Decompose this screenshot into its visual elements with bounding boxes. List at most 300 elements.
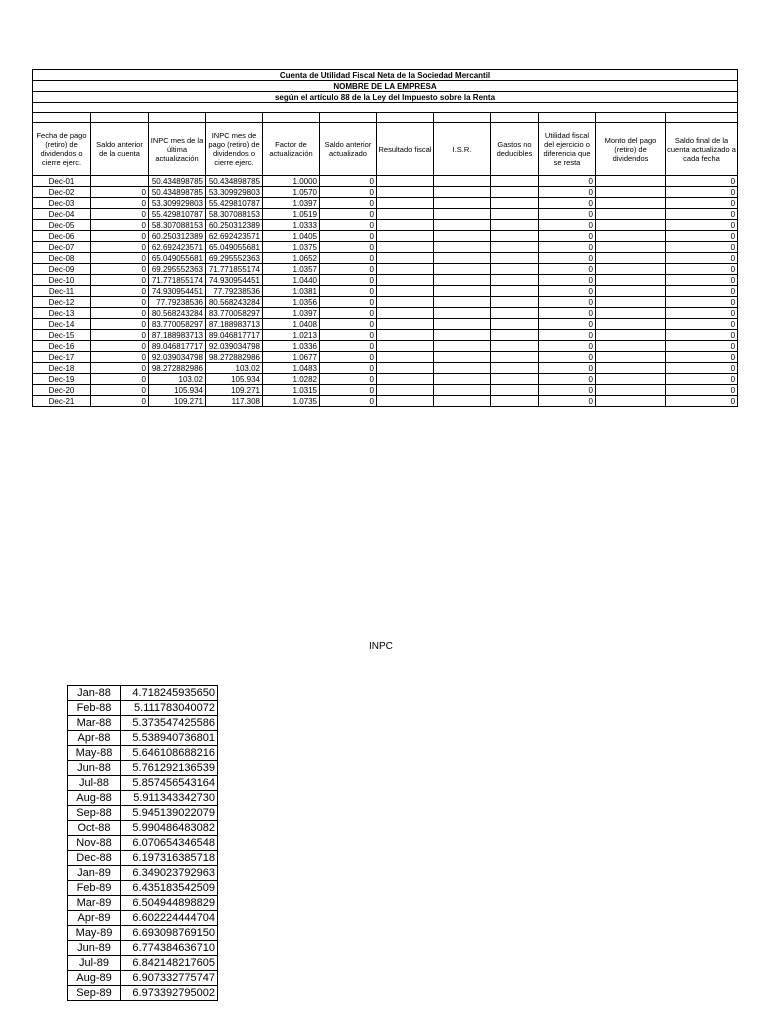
resultado-fiscal-cell bbox=[377, 209, 434, 220]
saldo-actualizado-cell: 0 bbox=[320, 374, 377, 385]
factor-cell: 1.0405 bbox=[263, 231, 320, 242]
inpc-month: Dec-88 bbox=[68, 851, 121, 866]
inpc-row bbox=[68, 716, 218, 731]
isr-cell bbox=[434, 297, 491, 308]
saldo-final-cell: 0 bbox=[666, 396, 738, 407]
table-row bbox=[33, 297, 738, 308]
saldo-anterior-cell: 0 bbox=[91, 396, 149, 407]
resultado-fiscal-cell bbox=[377, 352, 434, 363]
saldo-final-cell: 0 bbox=[666, 352, 738, 363]
date-cell: Dec-01 bbox=[33, 176, 91, 187]
gastos-cell bbox=[491, 330, 539, 341]
blank-cell bbox=[33, 113, 91, 123]
saldo-final-cell: 0 bbox=[666, 275, 738, 286]
date-cell: Dec-04 bbox=[33, 209, 91, 220]
saldo-final-cell: 0 bbox=[666, 286, 738, 297]
inpc-value: 5.373547425586 bbox=[121, 716, 218, 731]
date-cell: Dec-09 bbox=[33, 264, 91, 275]
table-row bbox=[33, 396, 738, 407]
gastos-cell bbox=[491, 187, 539, 198]
date-cell: Dec-02 bbox=[33, 187, 91, 198]
table-row bbox=[33, 176, 738, 187]
saldo-final-cell: 0 bbox=[666, 198, 738, 209]
inpc-row bbox=[68, 881, 218, 896]
inpc-month: Jan-89 bbox=[68, 866, 121, 881]
isr-cell bbox=[434, 374, 491, 385]
inpc-row bbox=[68, 731, 218, 746]
inpc-pago-cell: 50.434898785 bbox=[206, 176, 263, 187]
isr-cell bbox=[434, 308, 491, 319]
date-cell: Dec-17 bbox=[33, 352, 91, 363]
factor-cell: 1.0408 bbox=[263, 319, 320, 330]
isr-cell bbox=[434, 341, 491, 352]
column-headers bbox=[33, 123, 738, 176]
factor-cell: 1.0483 bbox=[263, 363, 320, 374]
inpc-month: Jul-88 bbox=[68, 776, 121, 791]
inpc-row bbox=[68, 806, 218, 821]
table-row bbox=[33, 363, 738, 374]
saldo-final-cell: 0 bbox=[666, 374, 738, 385]
table-row bbox=[33, 286, 738, 297]
factor-cell: 1.0333 bbox=[263, 220, 320, 231]
inpc-row bbox=[68, 761, 218, 776]
inpc-row bbox=[68, 941, 218, 956]
date-cell: Dec-11 bbox=[33, 286, 91, 297]
gastos-cell bbox=[491, 374, 539, 385]
inpc-row bbox=[68, 776, 218, 791]
factor-cell: 1.0315 bbox=[263, 385, 320, 396]
inpc-row bbox=[68, 686, 218, 701]
monto-pago-cell bbox=[596, 352, 666, 363]
saldo-anterior-cell: 0 bbox=[91, 352, 149, 363]
inpc-month: Apr-88 bbox=[68, 731, 121, 746]
inpc-ultima-cell: 71.771855174 bbox=[149, 275, 206, 286]
date-cell: Dec-20 bbox=[33, 385, 91, 396]
saldo-anterior-cell: 0 bbox=[91, 308, 149, 319]
inpc-month: Sep-89 bbox=[68, 986, 121, 1001]
saldo-final-cell: 0 bbox=[666, 220, 738, 231]
resultado-fiscal-cell bbox=[377, 297, 434, 308]
saldo-final-cell: 0 bbox=[666, 308, 738, 319]
inpc-row bbox=[68, 956, 218, 971]
monto-pago-cell bbox=[596, 231, 666, 242]
inpc-row bbox=[68, 926, 218, 941]
inpc-ultima-cell: 69.295552363 bbox=[149, 264, 206, 275]
utilidad-cell: 0 bbox=[539, 187, 596, 198]
resultado-fiscal-cell bbox=[377, 330, 434, 341]
isr-cell bbox=[434, 286, 491, 297]
gastos-cell bbox=[491, 308, 539, 319]
inpc-ultima-cell: 58.307088153 bbox=[149, 220, 206, 231]
table-row bbox=[33, 275, 738, 286]
inpc-row bbox=[68, 986, 218, 1001]
inpc-ultima-cell: 50.434898785 bbox=[149, 176, 206, 187]
inpc-ultima-cell: 83.770058297 bbox=[149, 319, 206, 330]
isr-cell bbox=[434, 253, 491, 264]
date-cell: Dec-12 bbox=[33, 297, 91, 308]
table-row bbox=[33, 330, 738, 341]
date-cell: Dec-14 bbox=[33, 319, 91, 330]
resultado-fiscal-cell bbox=[377, 198, 434, 209]
factor-cell: 1.0381 bbox=[263, 286, 320, 297]
utilidad-cell: 0 bbox=[539, 308, 596, 319]
utilidad-cell: 0 bbox=[539, 297, 596, 308]
inpc-pago-cell: 109.271 bbox=[206, 385, 263, 396]
isr-cell bbox=[434, 264, 491, 275]
gastos-cell bbox=[491, 319, 539, 330]
saldo-final-cell: 0 bbox=[666, 385, 738, 396]
utilidad-cell: 0 bbox=[539, 374, 596, 385]
saldo-final-cell: 0 bbox=[666, 297, 738, 308]
inpc-row bbox=[68, 896, 218, 911]
saldo-final-cell: 0 bbox=[666, 319, 738, 330]
monto-pago-cell bbox=[596, 363, 666, 374]
resultado-fiscal-cell bbox=[377, 220, 434, 231]
isr-cell bbox=[434, 242, 491, 253]
saldo-actualizado-cell: 0 bbox=[320, 297, 377, 308]
inpc-value: 6.973392795002 bbox=[121, 986, 218, 1001]
column-header: Monto del pago (retiro) de dividendos bbox=[596, 123, 666, 176]
utilidad-cell: 0 bbox=[539, 396, 596, 407]
monto-pago-cell bbox=[596, 242, 666, 253]
saldo-actualizado-cell: 0 bbox=[320, 385, 377, 396]
monto-pago-cell bbox=[596, 220, 666, 231]
column-header: INPC mes de pago (retiro) de dividendos o cierre ejerc. bbox=[206, 123, 263, 176]
inpc-value: 5.538940736801 bbox=[121, 731, 218, 746]
inpc-value: 6.693098769150 bbox=[121, 926, 218, 941]
blank-cell bbox=[666, 113, 738, 123]
date-cell: Dec-03 bbox=[33, 198, 91, 209]
inpc-value: 6.349023792963 bbox=[121, 866, 218, 881]
saldo-actualizado-cell: 0 bbox=[320, 352, 377, 363]
factor-cell: 1.0677 bbox=[263, 352, 320, 363]
inpc-value: 6.197316385718 bbox=[121, 851, 218, 866]
saldo-anterior-cell: 0 bbox=[91, 341, 149, 352]
gastos-cell bbox=[491, 231, 539, 242]
saldo-actualizado-cell: 0 bbox=[320, 187, 377, 198]
resultado-fiscal-cell bbox=[377, 264, 434, 275]
date-cell: Dec-21 bbox=[33, 396, 91, 407]
monto-pago-cell bbox=[596, 341, 666, 352]
inpc-ultima-cell: 109.271 bbox=[149, 396, 206, 407]
saldo-anterior-cell: 0 bbox=[91, 363, 149, 374]
inpc-pago-cell: 55.429810787 bbox=[206, 198, 263, 209]
saldo-actualizado-cell: 0 bbox=[320, 363, 377, 374]
gastos-cell bbox=[491, 396, 539, 407]
isr-cell bbox=[434, 396, 491, 407]
saldo-anterior-cell: 0 bbox=[91, 330, 149, 341]
utilidad-cell: 0 bbox=[539, 176, 596, 187]
inpc-ultima-cell: 50.434898785 bbox=[149, 187, 206, 198]
saldo-final-cell: 0 bbox=[666, 253, 738, 264]
table-row bbox=[33, 264, 738, 275]
blank-cell bbox=[263, 113, 320, 123]
inpc-value: 6.842148217605 bbox=[121, 956, 218, 971]
table-row bbox=[33, 253, 738, 264]
date-cell: Dec-18 bbox=[33, 363, 91, 374]
factor-cell: 1.0213 bbox=[263, 330, 320, 341]
inpc-value: 5.111783040072 bbox=[121, 701, 218, 716]
gastos-cell bbox=[491, 286, 539, 297]
resultado-fiscal-cell bbox=[377, 176, 434, 187]
resultado-fiscal-cell bbox=[377, 363, 434, 374]
saldo-actualizado-cell: 0 bbox=[320, 242, 377, 253]
saldo-actualizado-cell: 0 bbox=[320, 330, 377, 341]
saldo-actualizado-cell: 0 bbox=[320, 396, 377, 407]
monto-pago-cell bbox=[596, 264, 666, 275]
saldo-actualizado-cell: 0 bbox=[320, 253, 377, 264]
isr-cell bbox=[434, 220, 491, 231]
inpc-value: 5.990486483082 bbox=[121, 821, 218, 836]
inpc-ultima-cell: 55.429810787 bbox=[149, 209, 206, 220]
inpc-pago-cell: 53.309929803 bbox=[206, 187, 263, 198]
inpc-ultima-cell: 89.046817717 bbox=[149, 341, 206, 352]
resultado-fiscal-cell bbox=[377, 319, 434, 330]
inpc-pago-cell: 98.272882986 bbox=[206, 352, 263, 363]
inpc-month: Sep-88 bbox=[68, 806, 121, 821]
inpc-month: Jun-88 bbox=[68, 761, 121, 776]
saldo-actualizado-cell: 0 bbox=[320, 264, 377, 275]
monto-pago-cell bbox=[596, 286, 666, 297]
inpc-ultima-cell: 105.934 bbox=[149, 385, 206, 396]
gastos-cell bbox=[491, 297, 539, 308]
blank-row-split bbox=[33, 113, 738, 123]
table-row bbox=[33, 308, 738, 319]
saldo-final-cell: 0 bbox=[666, 176, 738, 187]
inpc-value: 6.774384636710 bbox=[121, 941, 218, 956]
inpc-row bbox=[68, 911, 218, 926]
inpc-ultima-cell: 77.79238536 bbox=[149, 297, 206, 308]
factor-cell: 1.0356 bbox=[263, 297, 320, 308]
blank-cell bbox=[491, 113, 539, 123]
table-row bbox=[33, 198, 738, 209]
saldo-actualizado-cell: 0 bbox=[320, 209, 377, 220]
table-row bbox=[33, 319, 738, 330]
inpc-value: 6.907332775747 bbox=[121, 971, 218, 986]
saldo-final-cell: 0 bbox=[666, 330, 738, 341]
inpc-ultima-cell: 80.568243284 bbox=[149, 308, 206, 319]
gastos-cell bbox=[491, 363, 539, 374]
inpc-ultima-cell: 65.049055681 bbox=[149, 253, 206, 264]
utilidad-cell: 0 bbox=[539, 341, 596, 352]
date-cell: Dec-16 bbox=[33, 341, 91, 352]
isr-cell bbox=[434, 330, 491, 341]
saldo-actualizado-cell: 0 bbox=[320, 220, 377, 231]
blank-row bbox=[33, 103, 738, 113]
isr-cell bbox=[434, 275, 491, 286]
resultado-fiscal-cell bbox=[377, 231, 434, 242]
inpc-month: Feb-89 bbox=[68, 881, 121, 896]
inpc-month: Oct-88 bbox=[68, 821, 121, 836]
report-subtitle: según el artículo 88 de la Ley del Impuesto sobre la Renta bbox=[33, 92, 738, 103]
resultado-fiscal-cell bbox=[377, 242, 434, 253]
inpc-month: Aug-88 bbox=[68, 791, 121, 806]
date-cell: Dec-07 bbox=[33, 242, 91, 253]
date-cell: Dec-19 bbox=[33, 374, 91, 385]
inpc-pago-cell: 69.295552363 bbox=[206, 253, 263, 264]
isr-cell bbox=[434, 209, 491, 220]
saldo-final-cell: 0 bbox=[666, 209, 738, 220]
factor-cell: 1.0652 bbox=[263, 253, 320, 264]
inpc-value: 5.761292136539 bbox=[121, 761, 218, 776]
saldo-final-cell: 0 bbox=[666, 242, 738, 253]
isr-cell bbox=[434, 176, 491, 187]
blank-cell bbox=[434, 113, 491, 123]
monto-pago-cell bbox=[596, 319, 666, 330]
factor-cell: 1.0000 bbox=[263, 176, 320, 187]
factor-cell: 1.0570 bbox=[263, 187, 320, 198]
resultado-fiscal-cell bbox=[377, 275, 434, 286]
date-cell: Dec-08 bbox=[33, 253, 91, 264]
monto-pago-cell bbox=[596, 385, 666, 396]
saldo-anterior-cell: 0 bbox=[91, 187, 149, 198]
column-header: Resultado fiscal bbox=[377, 123, 434, 176]
isr-cell bbox=[434, 198, 491, 209]
resultado-fiscal-cell bbox=[377, 286, 434, 297]
inpc-ultima-cell: 60.250312389 bbox=[149, 231, 206, 242]
saldo-actualizado-cell: 0 bbox=[320, 176, 377, 187]
factor-cell: 1.0282 bbox=[263, 374, 320, 385]
isr-cell bbox=[434, 363, 491, 374]
inpc-month: Nov-88 bbox=[68, 836, 121, 851]
inpc-ultima-cell: 74.930954451 bbox=[149, 286, 206, 297]
utilidad-cell: 0 bbox=[539, 209, 596, 220]
resultado-fiscal-cell bbox=[377, 374, 434, 385]
table-row bbox=[33, 209, 738, 220]
saldo-actualizado-cell: 0 bbox=[320, 286, 377, 297]
saldo-anterior-cell: 0 bbox=[91, 231, 149, 242]
gastos-cell bbox=[491, 253, 539, 264]
resultado-fiscal-cell bbox=[377, 253, 434, 264]
saldo-final-cell: 0 bbox=[666, 187, 738, 198]
factor-cell: 1.0336 bbox=[263, 341, 320, 352]
inpc-pago-cell: 71.771855174 bbox=[206, 264, 263, 275]
resultado-fiscal-cell bbox=[377, 341, 434, 352]
table-row bbox=[33, 341, 738, 352]
inpc-row bbox=[68, 746, 218, 761]
date-cell: Dec-13 bbox=[33, 308, 91, 319]
isr-cell bbox=[434, 187, 491, 198]
factor-cell: 1.0735 bbox=[263, 396, 320, 407]
saldo-anterior-cell: 0 bbox=[91, 242, 149, 253]
isr-cell bbox=[434, 352, 491, 363]
column-header: Saldo anterior actualizado bbox=[320, 123, 377, 176]
saldo-anterior-cell: 0 bbox=[91, 275, 149, 286]
factor-cell: 1.0397 bbox=[263, 308, 320, 319]
inpc-ultima-cell: 53.309929803 bbox=[149, 198, 206, 209]
gastos-cell bbox=[491, 242, 539, 253]
inpc-month: Jul-89 bbox=[68, 956, 121, 971]
blank-cell bbox=[539, 113, 596, 123]
inpc-row bbox=[68, 851, 218, 866]
gastos-cell bbox=[491, 176, 539, 187]
blank-cell bbox=[149, 113, 206, 123]
utilidad-cell: 0 bbox=[539, 352, 596, 363]
saldo-anterior-cell: 0 bbox=[91, 385, 149, 396]
inpc-pago-cell: 58.307088153 bbox=[206, 209, 263, 220]
column-header: Factor de actualización bbox=[263, 123, 320, 176]
table-row bbox=[33, 220, 738, 231]
gastos-cell bbox=[491, 220, 539, 231]
inpc-month: Mar-89 bbox=[68, 896, 121, 911]
inpc-pago-cell: 62.692423571 bbox=[206, 231, 263, 242]
saldo-anterior-cell bbox=[91, 176, 149, 187]
inpc-row bbox=[68, 836, 218, 851]
inpc-pago-cell: 103.02 bbox=[206, 363, 263, 374]
inpc-ultima-cell: 103.02 bbox=[149, 374, 206, 385]
inpc-ultima-cell: 92.039034798 bbox=[149, 352, 206, 363]
inpc-value: 5.646108688216 bbox=[121, 746, 218, 761]
saldo-actualizado-cell: 0 bbox=[320, 308, 377, 319]
report-title: Cuenta de Utilidad Fiscal Neta de la Sociedad Mercantil bbox=[33, 70, 738, 81]
table-row bbox=[33, 374, 738, 385]
monto-pago-cell bbox=[596, 187, 666, 198]
inpc-month: Aug-89 bbox=[68, 971, 121, 986]
inpc-month: Jan-88 bbox=[68, 686, 121, 701]
gastos-cell bbox=[491, 264, 539, 275]
table-row bbox=[33, 187, 738, 198]
gastos-cell bbox=[491, 385, 539, 396]
inpc-pago-cell: 83.770058297 bbox=[206, 308, 263, 319]
gastos-cell bbox=[491, 341, 539, 352]
resultado-fiscal-cell bbox=[377, 385, 434, 396]
inpc-pago-cell: 117.308 bbox=[206, 396, 263, 407]
monto-pago-cell bbox=[596, 176, 666, 187]
monto-pago-cell bbox=[596, 253, 666, 264]
column-header: Saldo anterior de la cuenta bbox=[91, 123, 149, 176]
saldo-final-cell: 0 bbox=[666, 264, 738, 275]
factor-cell: 1.0375 bbox=[263, 242, 320, 253]
gastos-cell bbox=[491, 275, 539, 286]
inpc-pago-cell: 80.568243284 bbox=[206, 297, 263, 308]
inpc-pago-cell: 92.039034798 bbox=[206, 341, 263, 352]
blank-cell bbox=[91, 113, 149, 123]
saldo-anterior-cell: 0 bbox=[91, 297, 149, 308]
inpc-value: 6.435183542509 bbox=[121, 881, 218, 896]
blank-cell bbox=[377, 113, 434, 123]
date-cell: Dec-15 bbox=[33, 330, 91, 341]
inpc-pago-cell: 87.188983713 bbox=[206, 319, 263, 330]
inpc-row bbox=[68, 791, 218, 806]
inpc-ultima-cell: 62.692423571 bbox=[149, 242, 206, 253]
utilidad-cell: 0 bbox=[539, 286, 596, 297]
blank-cell bbox=[206, 113, 263, 123]
inpc-pago-cell: 89.046817717 bbox=[206, 330, 263, 341]
inpc-pago-cell: 77.79238536 bbox=[206, 286, 263, 297]
table-row bbox=[33, 242, 738, 253]
cufin-table bbox=[32, 69, 738, 407]
column-header: Fecha de pago (retiro) de dividendos o cierre ejerc. bbox=[33, 123, 91, 176]
resultado-fiscal-cell bbox=[377, 308, 434, 319]
factor-cell: 1.0397 bbox=[263, 198, 320, 209]
saldo-anterior-cell: 0 bbox=[91, 286, 149, 297]
inpc-value: 6.602224444704 bbox=[121, 911, 218, 926]
utilidad-cell: 0 bbox=[539, 330, 596, 341]
blank-cell bbox=[596, 113, 666, 123]
gastos-cell bbox=[491, 352, 539, 363]
inpc-pago-cell: 105.934 bbox=[206, 374, 263, 385]
saldo-anterior-cell: 0 bbox=[91, 253, 149, 264]
saldo-anterior-cell: 0 bbox=[91, 220, 149, 231]
resultado-fiscal-cell bbox=[377, 396, 434, 407]
saldo-actualizado-cell: 0 bbox=[320, 231, 377, 242]
inpc-month: Feb-88 bbox=[68, 701, 121, 716]
monto-pago-cell bbox=[596, 374, 666, 385]
inpc-month: May-88 bbox=[68, 746, 121, 761]
saldo-anterior-cell: 0 bbox=[91, 264, 149, 275]
inpc-ultima-cell: 87.188983713 bbox=[149, 330, 206, 341]
column-header: Utilidad fiscal del ejercicio o diferencia que se resta bbox=[539, 123, 596, 176]
